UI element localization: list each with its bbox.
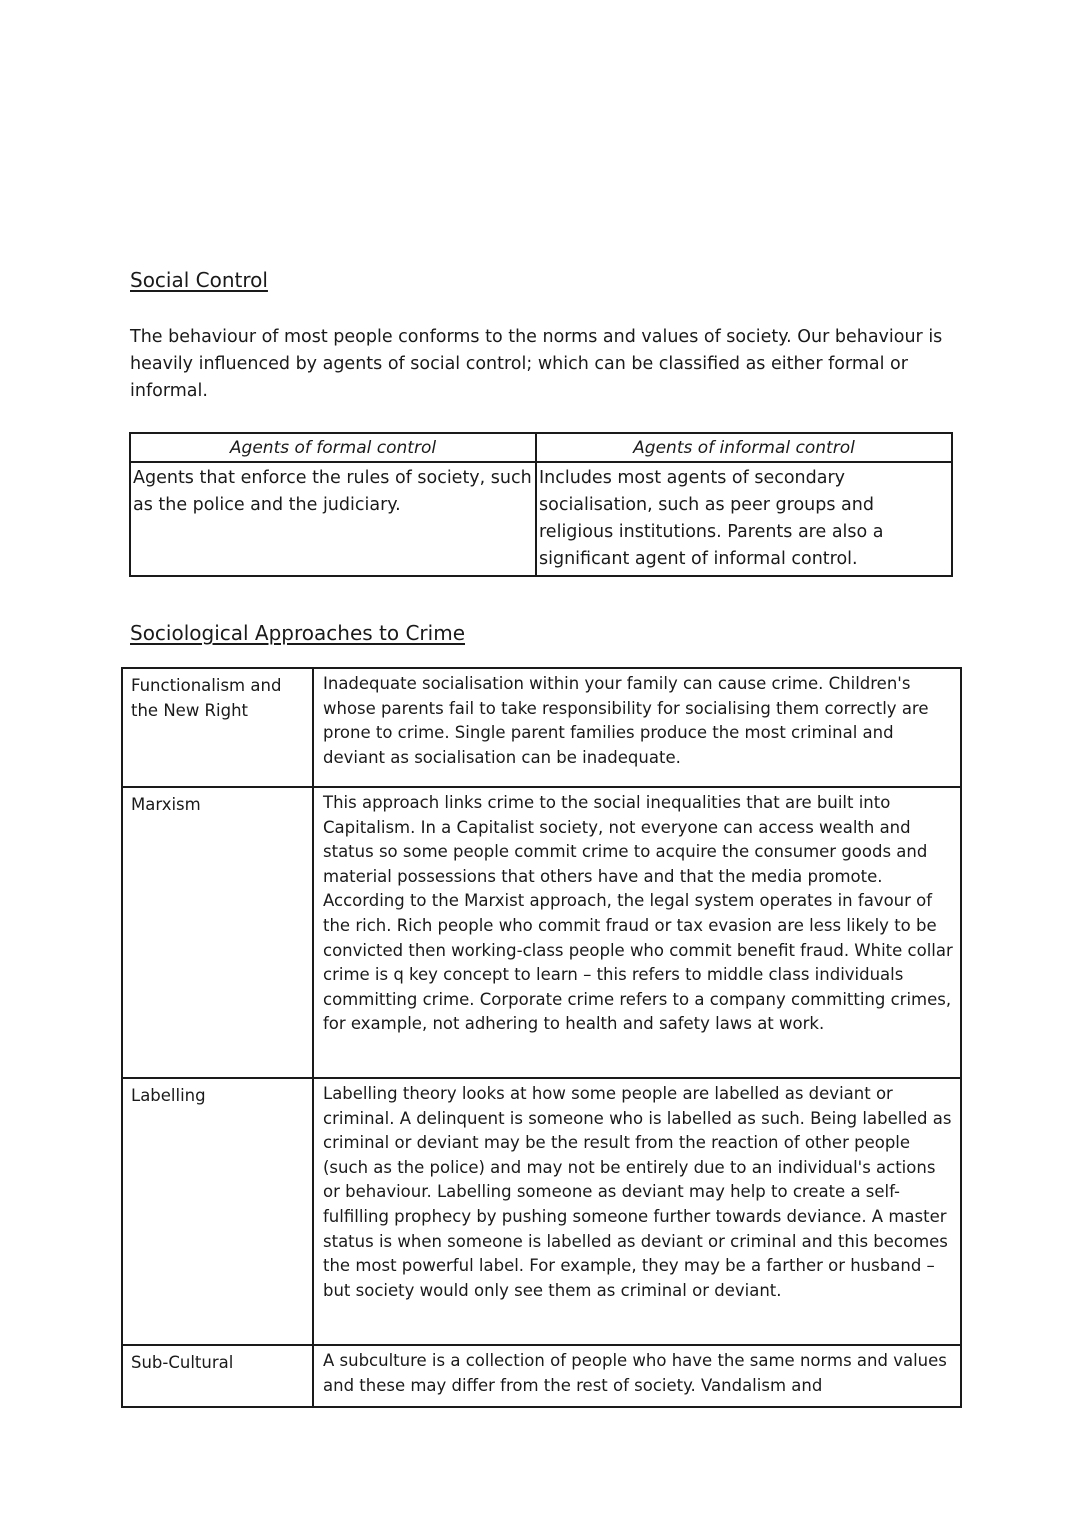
table-header-row: [130, 433, 952, 462]
informal-control-description: Includes most agents of secondary socialisation, such as peer groups and religious institutions. Parents are also a significant agent of informal control.: [536, 462, 952, 576]
approaches-table: [121, 667, 962, 1408]
informal-control-header: Agents of informal control: [536, 433, 952, 462]
table-row: [122, 668, 961, 787]
social-control-heading: Social Control: [130, 268, 268, 292]
table-row: [122, 1345, 961, 1407]
table-row: [122, 1078, 961, 1345]
approach-description: Inadequate socialisation within your family can cause crime. Children's whose parents fail to take responsibility for socialising them correctly are prone to crime. Single parent families produce the most criminal and deviant as socialisation can be inadequate.: [313, 668, 961, 787]
approaches-heading: Sociological Approaches to Crime: [130, 621, 465, 645]
approach-label: Labelling: [122, 1078, 313, 1345]
formal-control-description: Agents that enforce the rules of society, such as the police and the judiciary.: [130, 462, 536, 576]
approach-label: Sub-Cultural: [122, 1345, 313, 1407]
approach-label: Functionalism and the New Right: [122, 668, 313, 787]
table-row: [122, 787, 961, 1078]
control-agents-table: [129, 432, 953, 577]
social-control-intro: The behaviour of most people conforms to the norms and values of society. Our behaviour is heavily influenced by agents of social control; which can be classified as either formal or informal.: [130, 327, 943, 401]
approach-description: This approach links crime to the social inequalities that are built into Capitalism. In a Capitalist society, not everyone can access wealth and status so some people commit crime to acquire the consumer goods and material possessions that others have and that the media promote. According to the Marxist approach, the legal system operates in favour of the rich. Rich people who commit fraud or tax evasion are less likely to be convicted then working-class people who commit benefit fraud. White collar crime is q key concept to learn – this refers to middle class individuals committing crime. Corporate crime refers to a company committing crimes, for example, not adhering to health and safety laws at work.: [313, 787, 961, 1078]
approach-description: Labelling theory looks at how some people are labelled as deviant or criminal. A delinquent is someone who is labelled as such. Being labelled as criminal or deviant may be the result from the reaction of other people (such as the police) and may not be entirely due to an individual's actions or behaviour. Labelling someone as deviant may help to create a self-fulfilling prophecy by pushing someone further towards deviance. A master status is when someone is labelled as deviant or criminal and this becomes the most powerful label. For example, they may be a farther or husband – but society would only see them as criminal or deviant.: [313, 1078, 961, 1345]
table-row: [130, 462, 952, 576]
approach-description: A subculture is a collection of people who have the same norms and values and these may differ from the rest of society. Vandalism and: [313, 1345, 961, 1407]
formal-control-header: Agents of formal control: [130, 433, 536, 462]
approach-label: Marxism: [122, 787, 313, 1078]
